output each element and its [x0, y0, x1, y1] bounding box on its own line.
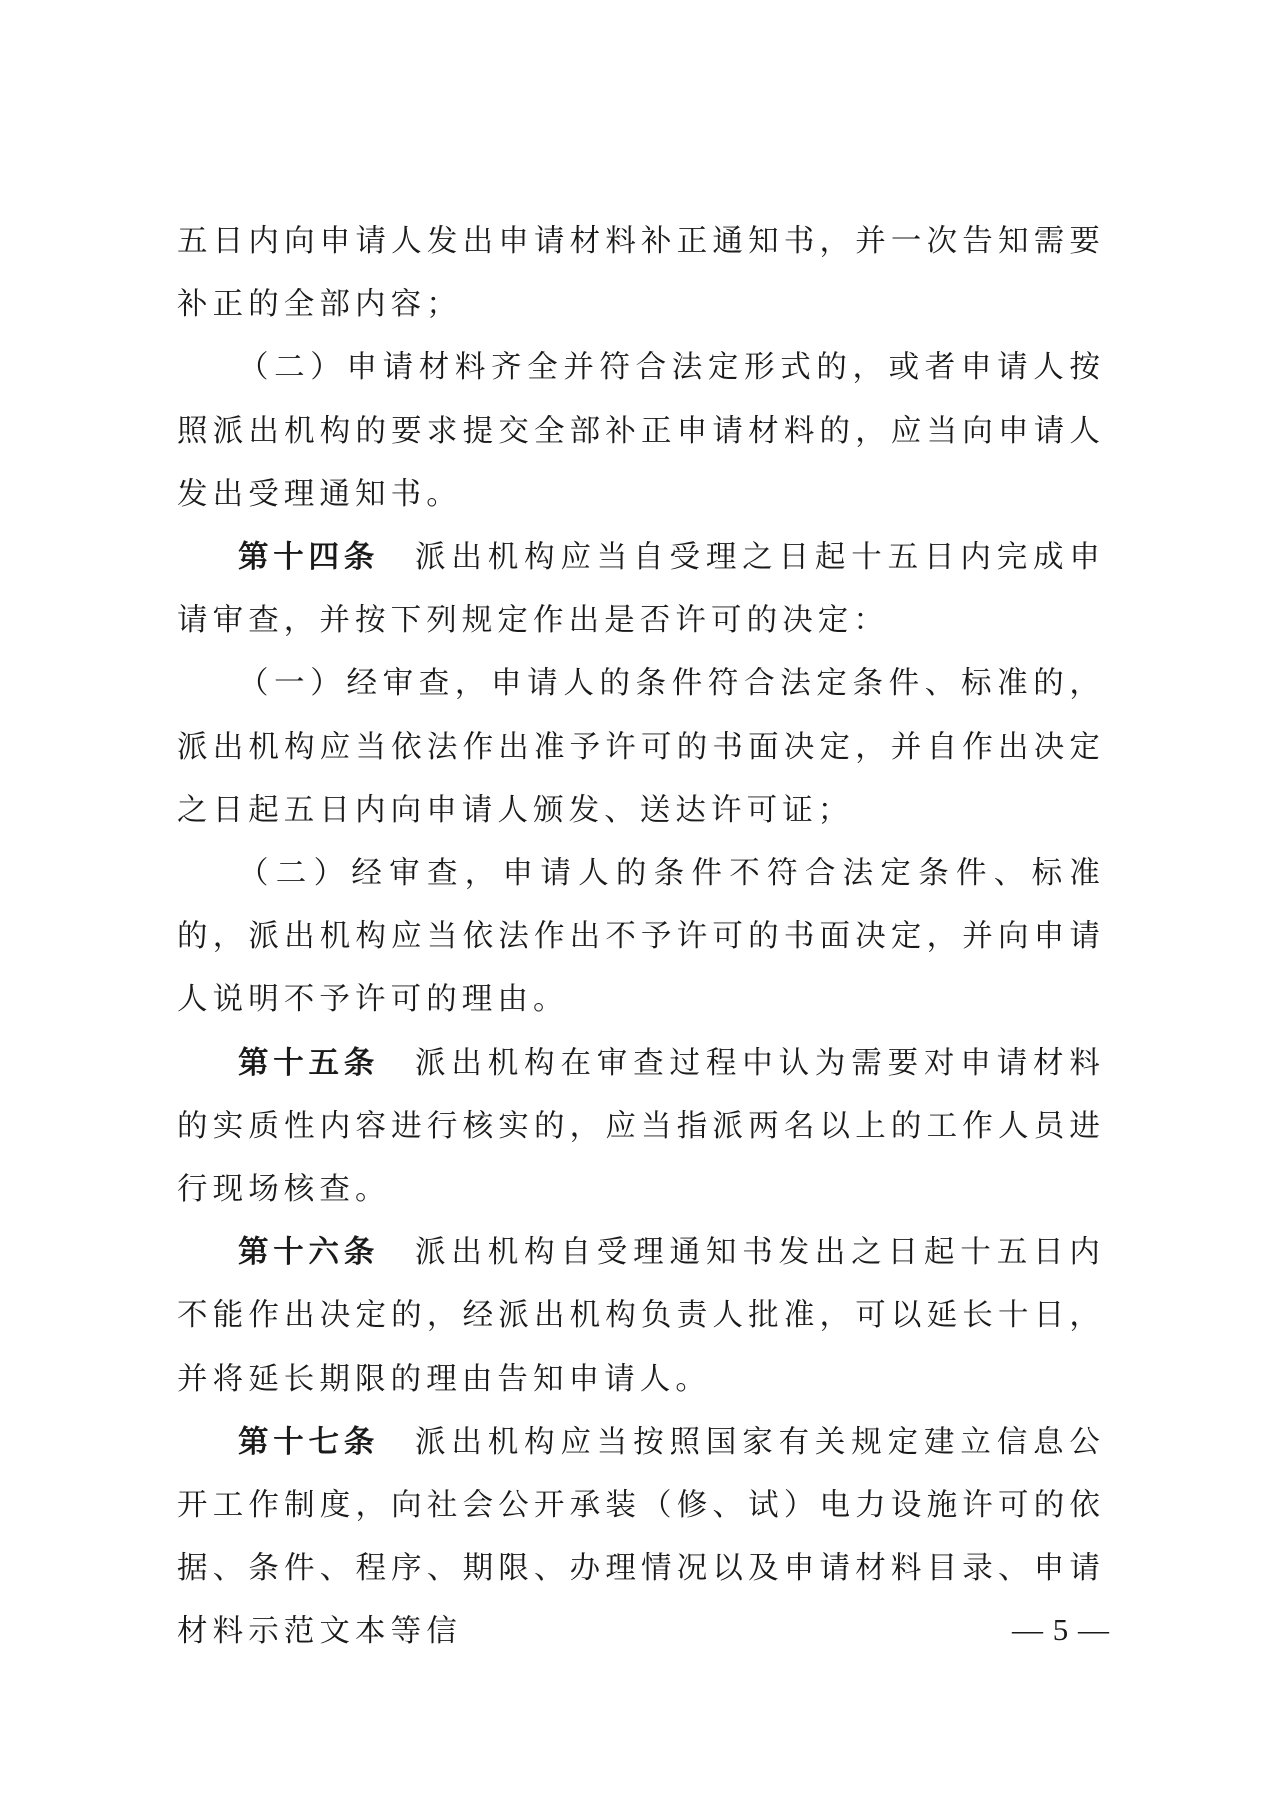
paragraph-text: 五日内向申请人发出申请材料补正通知书，并一次告知需要补正的全部内容； — [177, 224, 1105, 323]
paragraph-text: 派出机构在审查过程中认为需要对申请材料的实质性内容进行核实的，应当指派两名以上的工作人员进行现场核查。 — [177, 1045, 1106, 1208]
article-14-item-2 — [177, 842, 1105, 1032]
paragraph-text: （二）申请材料齐全并符合法定形式的，或者申请人按照派出机构的要求提交全部补正申请材料的，应当向申请人发出受理通知书。 — [177, 350, 1105, 512]
paragraph-text: （二）经审查，申请人的条件不符合法定条件、标准的，派出机构应当依法作出不予许可的书面决定，并向申请人说明不予许可的理由。 — [177, 856, 1105, 1018]
article-15 — [177, 1032, 1105, 1222]
paragraph-text: 派出机构应当自受理之日起十五日内完成申请审查，并按下列规定作出是否许可的决定： — [177, 540, 1106, 639]
article-heading: 第十四条 — [238, 539, 380, 576]
article-14-item-1 — [177, 652, 1105, 842]
paragraph-text: 派出机构应当按照国家有关规定建立信息公开工作制度，向社会公开承装（修、试）电力设施许可的依据、条件、程序、期限、办理情况以及申请材料目录、申请材料示范文本等信 — [177, 1424, 1106, 1650]
document-body — [177, 210, 1105, 1664]
article-heading: 第十七条 — [238, 1423, 380, 1460]
article-heading: 第十六条 — [238, 1234, 380, 1271]
page-number: — 5 — — [1012, 1612, 1110, 1647]
paragraph-continuation — [177, 210, 1105, 336]
paragraph-text: （一）经审查，申请人的条件符合法定条件、标准的，派出机构应当依法作出准予许可的书面决定，并自作出决定之日起五日内向申请人颁发、送达许可证； — [177, 666, 1105, 828]
article-heading: 第十五条 — [238, 1044, 380, 1081]
article-16 — [177, 1221, 1105, 1411]
paragraph-text: 派出机构自受理通知书发出之日起十五日内不能作出决定的，经派出机构负责人批准，可以延长十日，并将延长期限的理由告知申请人。 — [177, 1235, 1106, 1397]
article-17 — [177, 1411, 1105, 1664]
paragraph-item-2 — [177, 336, 1105, 526]
article-14 — [177, 526, 1105, 652]
